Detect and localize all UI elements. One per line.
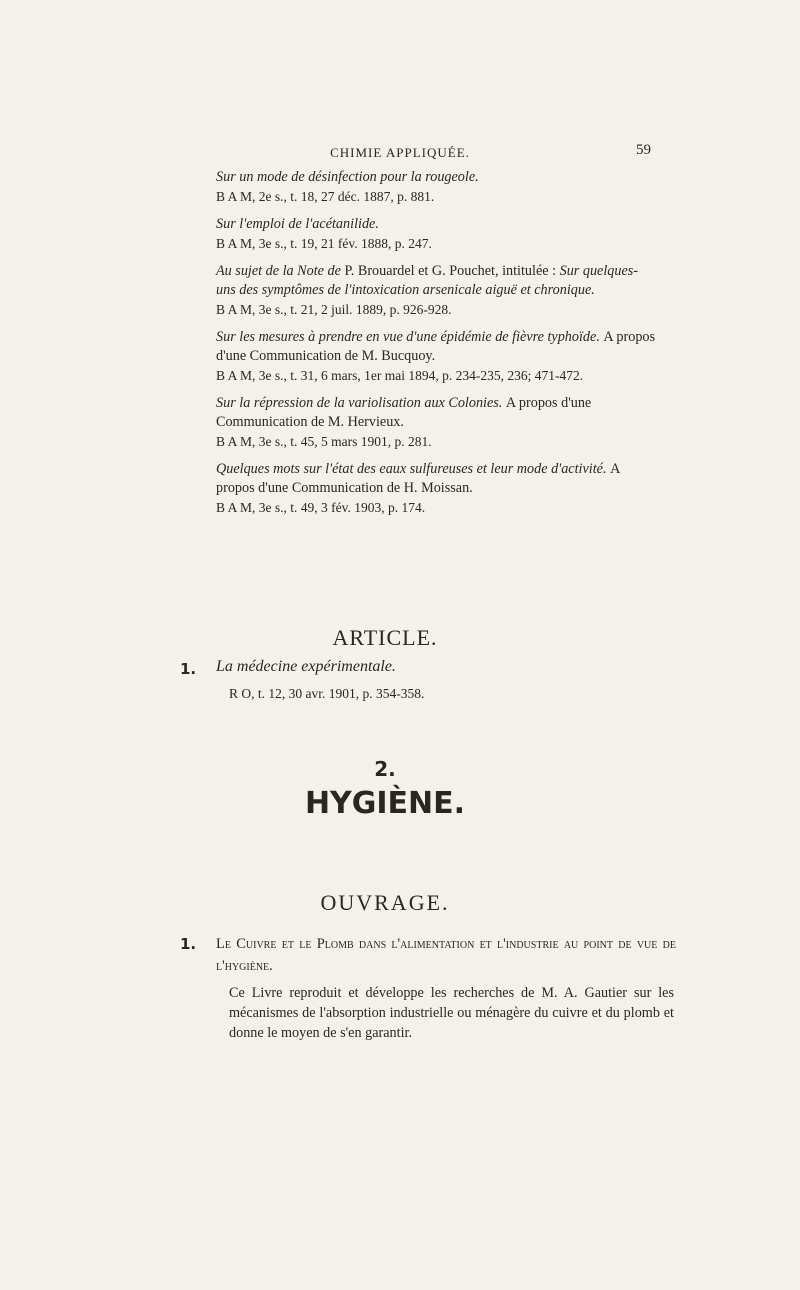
running-head: CHIMIE APPLIQUÉE. bbox=[330, 145, 470, 160]
entry-title-tail: A propos d'une Communication de M. Bucquoy. bbox=[216, 329, 656, 364]
bibliography-entry bbox=[216, 262, 656, 319]
entry-title-main: Sur les mesures à prendre en vue d'une épidémie de fièvre typhoïde. bbox=[216, 329, 600, 345]
ouvrage-description: Ce Livre reproduit et développe les recherches de M. A. Gautier sur les mécanismes de l'absorption industrielle ou ménagère du cuivre et du plomb et donne le moyen de s'en garantir. bbox=[229, 985, 674, 1041]
entry-title-tail: A propos d'une Communication de H. Moissan. bbox=[216, 461, 620, 496]
bibliography-entry bbox=[216, 328, 656, 385]
entry-reference: B A M, 3e s., t. 49, 3 fév. 1903, p. 174. bbox=[216, 500, 426, 515]
entry-title-authors: P. Brouardel et G. Pouchet, intitulée : bbox=[344, 263, 557, 279]
entry-title bbox=[216, 262, 656, 300]
entry-title-prefix: Au sujet de la Note de bbox=[216, 263, 341, 279]
page-number: 59 bbox=[636, 142, 651, 158]
entry-title bbox=[216, 394, 656, 432]
entry-title-main: Quelques mots sur l'état des eaux sulfureuses et leur mode d'activité. bbox=[216, 461, 607, 477]
entry-reference: B A M, 3e s., t. 31, 6 mars, 1er mai 1894, p. 234-235, 236; 471-472. bbox=[216, 368, 584, 383]
entry-reference: B A M, 3e s., t. 45, 5 mars 1901, p. 281. bbox=[216, 434, 432, 449]
bibliography-entry bbox=[216, 460, 656, 517]
entry-title: Sur un mode de désinfection pour la rougeole. bbox=[216, 169, 479, 185]
section-number: 2. bbox=[374, 757, 396, 781]
section-title: HYGIÈNE. bbox=[304, 786, 466, 821]
article-heading: ARTICLE. bbox=[332, 625, 438, 650]
article-reference: R O, t. 12, 30 avr. 1901, p. 354-358. bbox=[229, 686, 425, 701]
article-title: La médecine expérimentale. bbox=[216, 658, 396, 675]
ouvrage-number: 1. bbox=[180, 935, 197, 953]
bibliography-entry bbox=[216, 215, 656, 253]
ouvrage-heading: OUVRAGE. bbox=[320, 890, 450, 915]
entry-reference: B A M, 2e s., t. 18, 27 déc. 1887, p. 881. bbox=[216, 189, 435, 204]
article-number: 1. bbox=[180, 660, 197, 678]
entry-title-main: Sur la répression de la variolisation aux Colonies. bbox=[216, 395, 503, 411]
entry-reference: B A M, 3e s., t. 19, 21 fév. 1888, p. 247. bbox=[216, 236, 432, 251]
bibliography-entry bbox=[216, 394, 656, 451]
ouvrage-title: Le Cuivre et le Plomb dans l'alimentation et l'industrie au point de vue de l'hygiène. bbox=[216, 936, 676, 974]
entry-reference: B A M, 3e s., t. 21, 2 juil. 1889, p. 926-928. bbox=[216, 302, 452, 317]
entry-title: Sur l'emploi de l'acétanilide. bbox=[216, 216, 379, 232]
entry-title bbox=[216, 460, 656, 498]
entry-title-tail: A propos d'une Communication de M. Hervieux. bbox=[216, 395, 592, 430]
bibliography-entry bbox=[216, 168, 656, 206]
entry-title bbox=[216, 328, 656, 366]
bibliography-list bbox=[216, 168, 656, 526]
entry-title-rest: Sur quelques-uns des symptômes de l'intoxication arsenicale aiguë et chronique. bbox=[216, 263, 639, 298]
